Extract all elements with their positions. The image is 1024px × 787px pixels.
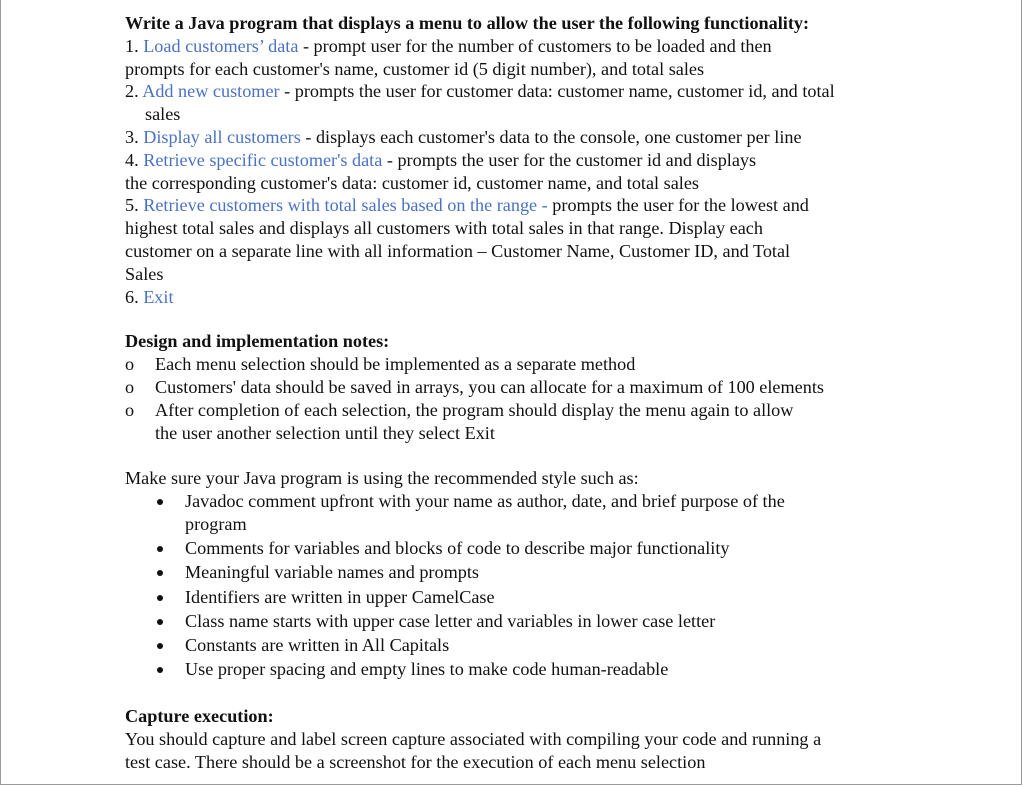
design-note-item: [125, 399, 915, 445]
design-heading: Design and implementation notes:: [125, 331, 390, 352]
style-item: [125, 658, 915, 681]
style-item: [125, 537, 915, 560]
menu-task-list: [125, 35, 915, 309]
style-item-text: Comments for variables and blocks of code to describe major functionality: [185, 538, 730, 559]
style-item: [125, 561, 915, 584]
style-item-text: Constants are written in All Capitals: [185, 634, 450, 655]
bullet-dot-icon: [157, 570, 163, 576]
document-content: [125, 12, 915, 774]
style-item: [125, 634, 915, 657]
circle-bullet-icon: o: [125, 399, 135, 420]
bullet-dot-icon: [157, 619, 163, 625]
task-link-retrieve-specific[interactable]: Retrieve specific customer's data: [143, 149, 383, 170]
spacer: [125, 682, 915, 705]
task-item-5-cont1: highest total sales and displays all customers with total sales in that range. Display each: [125, 218, 763, 239]
task-link-load-customers[interactable]: Load customers’ data: [143, 35, 299, 56]
bullet-dot-icon: [157, 546, 163, 552]
design-note-item: [125, 353, 915, 376]
capture-heading: Capture execution:: [125, 706, 274, 727]
design-note-item: [125, 376, 915, 399]
style-item-text-cont: program: [185, 513, 247, 534]
style-item: [125, 586, 915, 609]
style-item-text: Javadoc comment upfront with your name as author, date, and brief purpose of the: [185, 491, 785, 512]
task-item-1-cont: prompts for each customer's name, customer id (5 digit number), and total sales: [125, 58, 705, 79]
style-item-text: Meaningful variable names and prompts: [185, 562, 479, 583]
circle-bullet-icon: o: [125, 376, 135, 397]
task-number: 2.: [125, 81, 143, 102]
assignment-heading: Write a Java program that displays a menu to allow the user the following functionality:: [125, 13, 810, 33]
bullet-dot-icon: [157, 643, 163, 649]
task-item-2: [125, 80, 915, 103]
task-number: 6.: [125, 286, 144, 307]
task-item-4-cont: the corresponding customer's data: customer id, customer name, and total sales: [125, 172, 699, 193]
task-number: 5.: [125, 195, 144, 216]
capture-text-line1: You should capture and label screen capture associated with compiling your code and running a: [125, 729, 822, 750]
task-item-6: [125, 286, 915, 309]
task-item-2-cont: sales: [145, 104, 181, 125]
spacer: [125, 308, 915, 330]
task-description: - prompts the user for the customer id and displays: [382, 149, 757, 170]
task-item-5-cont3: Sales: [125, 263, 164, 284]
capture-text-line2: test case. There should be a screenshot for the execution of each menu selection: [125, 751, 706, 772]
style-item-text: Identifiers are written in upper CamelCase: [185, 586, 495, 607]
style-item-text: Use proper spacing and empty lines to make code human-readable: [185, 659, 669, 680]
task-description: - prompts the user for customer data: customer name, customer id, and total: [279, 81, 835, 102]
design-note-text: Customers' data should be saved in arrays, you can allocate for a maximum of 100 elements: [155, 376, 824, 397]
design-note-text: Each menu selection should be implemented as a separate method: [155, 354, 636, 375]
spacer: [125, 444, 915, 467]
circle-bullet-icon: o: [125, 354, 135, 375]
task-item-1: [125, 35, 915, 58]
bullet-dot-icon: [157, 667, 163, 673]
task-link-retrieve-range[interactable]: Retrieve customers with total sales based on the range -: [143, 195, 548, 216]
task-description: - displays each customer's data to the console, one customer per line: [300, 126, 802, 147]
design-notes-list: [125, 353, 915, 444]
bullet-dot-icon: [157, 595, 163, 601]
style-item-text: Class name starts with upper case letter and variables in lower case letter: [185, 610, 716, 631]
style-item: [125, 610, 915, 633]
task-item-4: [125, 149, 915, 172]
task-item-5: [125, 194, 915, 217]
task-number: 3.: [125, 126, 144, 147]
design-note-text: After completion of each selection, the program should display the menu again to allow: [155, 399, 794, 420]
bullet-dot-icon: [157, 499, 163, 505]
task-link-add-customer[interactable]: Add new customer: [142, 81, 280, 102]
task-description: prompts the user for the lowest and: [547, 195, 809, 216]
task-number: 1.: [125, 35, 144, 56]
design-note-text-cont: the user another selection until they select Exit: [155, 422, 495, 443]
task-number: 4.: [125, 149, 144, 170]
task-link-display-all[interactable]: Display all customers: [143, 126, 301, 147]
style-item: [125, 490, 915, 536]
task-description: - prompt user for the number of customers to be loaded and then: [298, 35, 772, 56]
style-guidelines-list: [125, 490, 915, 681]
task-item-3: [125, 126, 915, 149]
task-link-exit[interactable]: Exit: [143, 286, 174, 307]
task-item-5-cont2: customer on a separate line with all information – Customer Name, Customer ID, and Total: [125, 240, 791, 261]
style-intro: Make sure your Java program is using the recommended style such as:: [125, 468, 639, 489]
